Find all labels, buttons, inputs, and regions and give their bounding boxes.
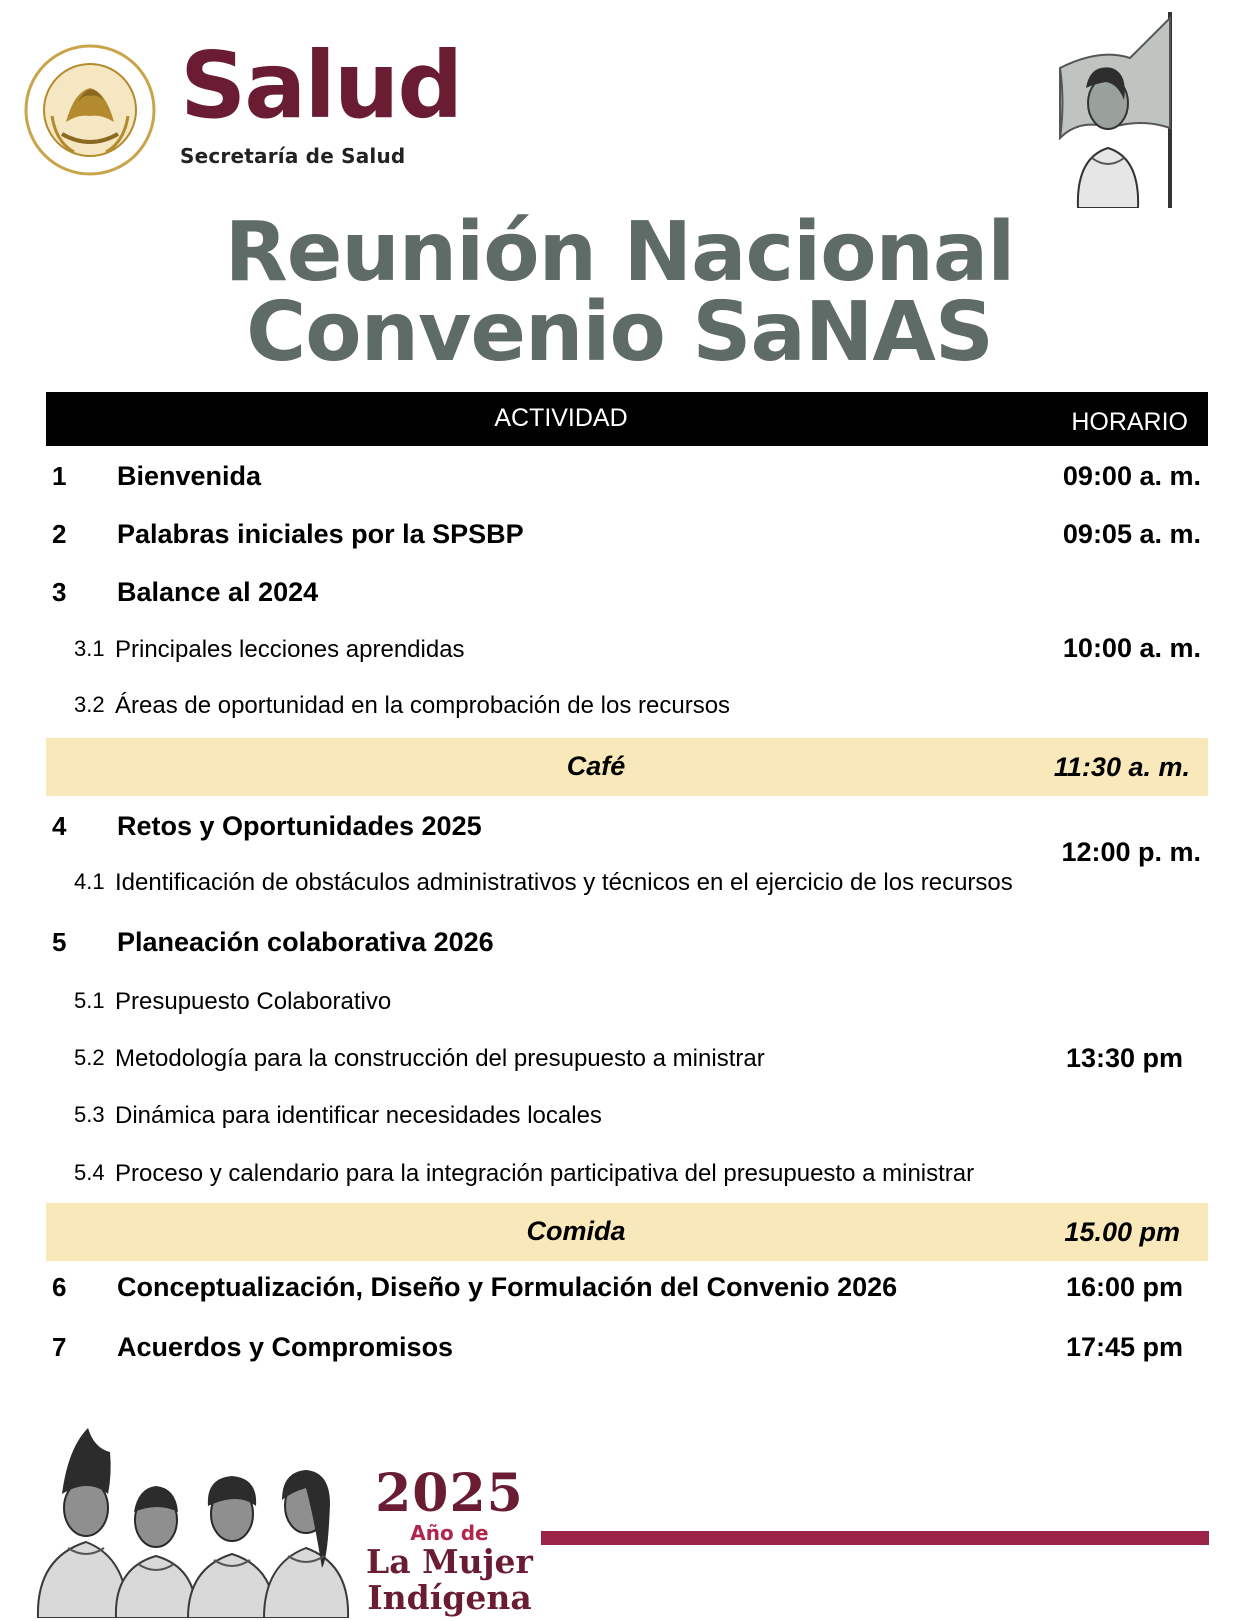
agenda-subrow-label: Proceso y calendario para la integración participativa del presupuesto a ministrar xyxy=(115,1160,975,1187)
agenda-row-label: Palabras iniciales por la SPSBP xyxy=(117,519,524,549)
brand-block xyxy=(180,32,462,168)
agenda-row-label: Acuerdos y Compromisos xyxy=(117,1332,454,1362)
agenda-subrow-number: 3.1 xyxy=(74,636,105,661)
page-title-line-1: Reunión Nacional xyxy=(224,205,1015,300)
agenda-row-time: 16:00 pm xyxy=(1065,1272,1183,1302)
brand-name: Salud xyxy=(180,32,462,139)
agenda-subrow-number: 5.2 xyxy=(74,1045,105,1070)
year-dedication xyxy=(366,1463,533,1618)
break-band-lunch xyxy=(46,1203,1208,1261)
agenda-row-time: 09:00 a. m. xyxy=(1062,461,1201,491)
agenda-row-time: 10:00 a. m. xyxy=(1062,633,1201,663)
agenda-row-number: 2 xyxy=(52,519,67,549)
page-title-line-2: Convenio SaNAS xyxy=(246,285,993,380)
break-band-coffee xyxy=(46,738,1208,796)
column-header-activity: ACTIVIDAD xyxy=(494,404,628,432)
agenda-subrow-label: Áreas de oportunidad en la comprobación de los recursos xyxy=(115,692,731,719)
agenda-row-number: 7 xyxy=(52,1332,67,1362)
break-label: Comida xyxy=(526,1216,626,1246)
agenda-row-label: Planeación colaborativa 2026 xyxy=(117,927,494,957)
agenda-subrow-label: Metodología para la construcción del presupuesto a ministrar xyxy=(115,1045,765,1072)
agenda-row-number: 6 xyxy=(52,1272,67,1302)
agenda-subrow-number: 3.2 xyxy=(74,692,105,717)
mexican-coat-of-arms-seal xyxy=(22,42,158,178)
agenda-row-time: 12:00 p. m. xyxy=(1061,837,1201,867)
agenda-row-time: 17:45 pm xyxy=(1065,1332,1183,1362)
agenda-subrow-label: Dinámica para identificar necesidades locales xyxy=(115,1102,602,1129)
agenda-row-time: 09:05 a. m. xyxy=(1062,519,1201,549)
agenda-row-label: Retos y Oportunidades 2025 xyxy=(117,811,482,841)
year-line-3: Indígena xyxy=(367,1578,532,1618)
agenda-row-label: Conceptualización, Diseño y Formulación del Convenio 2026 xyxy=(117,1272,898,1302)
column-header-time: HORARIO xyxy=(1071,408,1188,436)
indigenous-women-illustration xyxy=(28,1408,358,1618)
year-line-2: La Mujer xyxy=(366,1542,533,1581)
agenda-subrow-label: Principales lecciones aprendidas xyxy=(115,636,465,663)
brand-subtitle: Secretaría de Salud xyxy=(180,144,406,168)
agenda-row-number: 4 xyxy=(52,811,67,841)
agenda-subrow-number: 5.1 xyxy=(74,988,105,1013)
agenda-subrow-label: Presupuesto Colaborativo xyxy=(115,988,392,1015)
year-number: 2025 xyxy=(375,1463,524,1524)
agenda-row-number: 3 xyxy=(52,577,67,607)
agenda-row-label: Balance al 2024 xyxy=(117,577,319,607)
agenda-table-header xyxy=(46,392,1208,446)
year-line-1: Año de xyxy=(410,1521,489,1545)
agenda-row-number: 1 xyxy=(52,461,67,491)
break-time: 11:30 a. m. xyxy=(1053,752,1190,782)
break-time: 15.00 pm xyxy=(1064,1217,1180,1247)
agenda-subrow-number: 5.3 xyxy=(74,1102,105,1127)
woman-with-flag-illustration xyxy=(1020,8,1220,208)
agenda-subrow-label: Identificación de obstáculos administrativos y técnicos en el ejercicio de los recursos xyxy=(115,869,1013,896)
break-label: Café xyxy=(566,751,626,781)
agenda-subrow-number: 5.4 xyxy=(74,1160,105,1185)
footer-divider xyxy=(541,1531,1209,1545)
agenda-row-label: Bienvenida xyxy=(117,461,262,491)
agenda-row-number: 5 xyxy=(52,927,67,957)
agenda-row-time: 13:30 pm xyxy=(1065,1043,1183,1073)
agenda-subrow-number: 4.1 xyxy=(74,869,105,894)
